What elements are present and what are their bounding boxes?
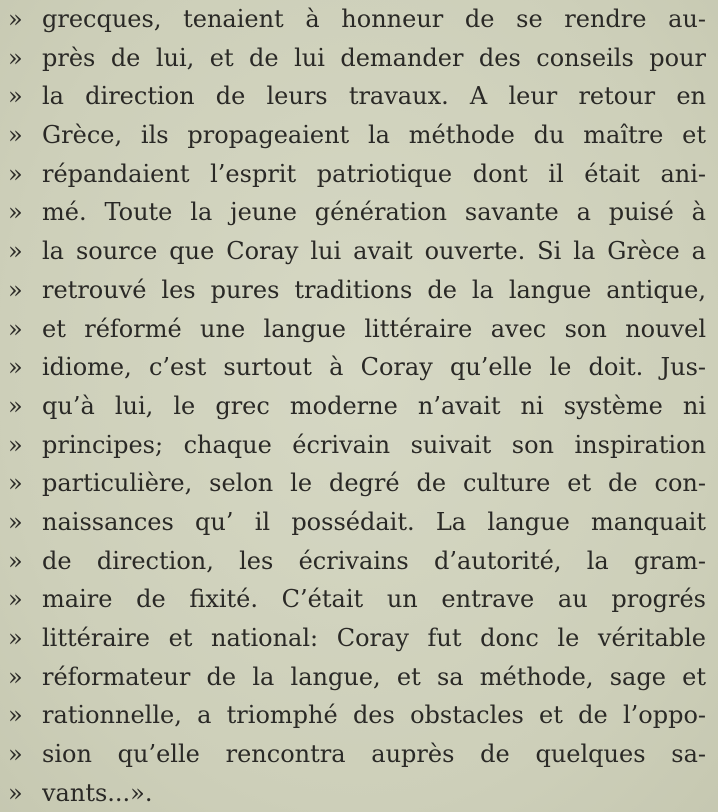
text-line (8, 464, 708, 503)
text-line (8, 77, 708, 116)
guillemet-quote-mark: » (8, 469, 23, 498)
guillemet-quote-mark: » (8, 237, 23, 266)
text-line (8, 658, 708, 697)
text-line (8, 426, 708, 465)
guillemet-quote-mark: » (8, 740, 23, 769)
guillemet-quote-mark: » (8, 391, 23, 420)
line-text: la direction de leurs travaux. A leur retour en (42, 82, 706, 111)
guillemet-quote-mark: » (8, 585, 23, 614)
quoted-paragraph (8, 0, 708, 812)
line-text: grecques, tenaient à honneur de se rendre au- (42, 5, 706, 33)
guillemet-quote-mark: » (8, 546, 23, 575)
line-text: près de lui, et de lui demander des conseils pour (42, 43, 706, 72)
guillemet-quote-mark: » (8, 314, 23, 343)
guillemet-quote-mark: » (8, 43, 23, 72)
text-line (8, 0, 708, 39)
text-line (8, 619, 708, 658)
line-text: vants...». (42, 778, 153, 807)
line-text: principes; chaque écrivain suivait son inspiration (42, 430, 706, 459)
text-line (8, 310, 708, 349)
text-line (8, 503, 708, 542)
line-text: idiome, c’est surtout à Coray qu’elle le doit. Jus- (42, 353, 706, 382)
line-text: qu’à lui, le grec moderne n’avait ni système ni (42, 391, 706, 420)
line-text: naissances qu’ il possédait. La langue manquait (42, 507, 706, 536)
text-line (8, 271, 708, 310)
line-text: la source que Coray lui avait ouverte. Si la Grèce a (42, 237, 706, 266)
text-line (8, 580, 708, 619)
text-line (8, 348, 708, 387)
line-text: particulière, selon le degré de culture et de con- (42, 469, 706, 498)
guillemet-quote-mark: » (8, 121, 23, 150)
line-text: retrouvé les pures traditions de la langue antique, (42, 275, 706, 304)
text-line (8, 735, 708, 774)
guillemet-quote-mark: » (8, 701, 23, 730)
line-text: et réformé une langue littéraire avec son nouvel (42, 314, 706, 343)
line-text: rationnelle, a triomphé des obstacles et de l’oppo- (42, 701, 706, 730)
line-text: littéraire et national: Coray fut donc le véritable (42, 624, 706, 652)
text-line (8, 542, 708, 581)
guillemet-quote-mark: » (8, 82, 23, 111)
guillemet-quote-mark: » (8, 198, 23, 227)
text-line-last (8, 774, 708, 812)
text-line (8, 232, 708, 271)
text-line (8, 39, 708, 78)
line-text: maire de fixité. C’était un entrave au progrés (42, 585, 706, 614)
guillemet-quote-mark: » (8, 275, 23, 304)
guillemet-quote-mark: » (8, 662, 23, 691)
text-line (8, 155, 708, 194)
guillemet-quote-mark: » (8, 5, 23, 33)
guillemet-quote-mark: » (8, 778, 23, 807)
line-text: Grèce, ils propageaient la méthode du maître et (42, 121, 706, 150)
text-line (8, 387, 708, 426)
line-text: de direction, les écrivains d’autorité, la gram- (42, 546, 706, 575)
text-line (8, 116, 708, 155)
line-text: mé. Toute la jeune génération savante a puisé à (42, 198, 706, 227)
text-line (8, 193, 708, 232)
guillemet-quote-mark: » (8, 353, 23, 382)
line-text: réformateur de la langue, et sa méthode, sage et (42, 662, 706, 691)
guillemet-quote-mark: » (8, 507, 23, 536)
guillemet-quote-mark: » (8, 624, 23, 652)
line-text: répandaient l’esprit patriotique dont il était ani- (42, 159, 706, 188)
line-text: sion qu’elle rencontra auprès de quelques sa- (42, 740, 706, 769)
text-line (8, 696, 708, 735)
guillemet-quote-mark: » (8, 159, 23, 188)
guillemet-quote-mark: » (8, 430, 23, 459)
